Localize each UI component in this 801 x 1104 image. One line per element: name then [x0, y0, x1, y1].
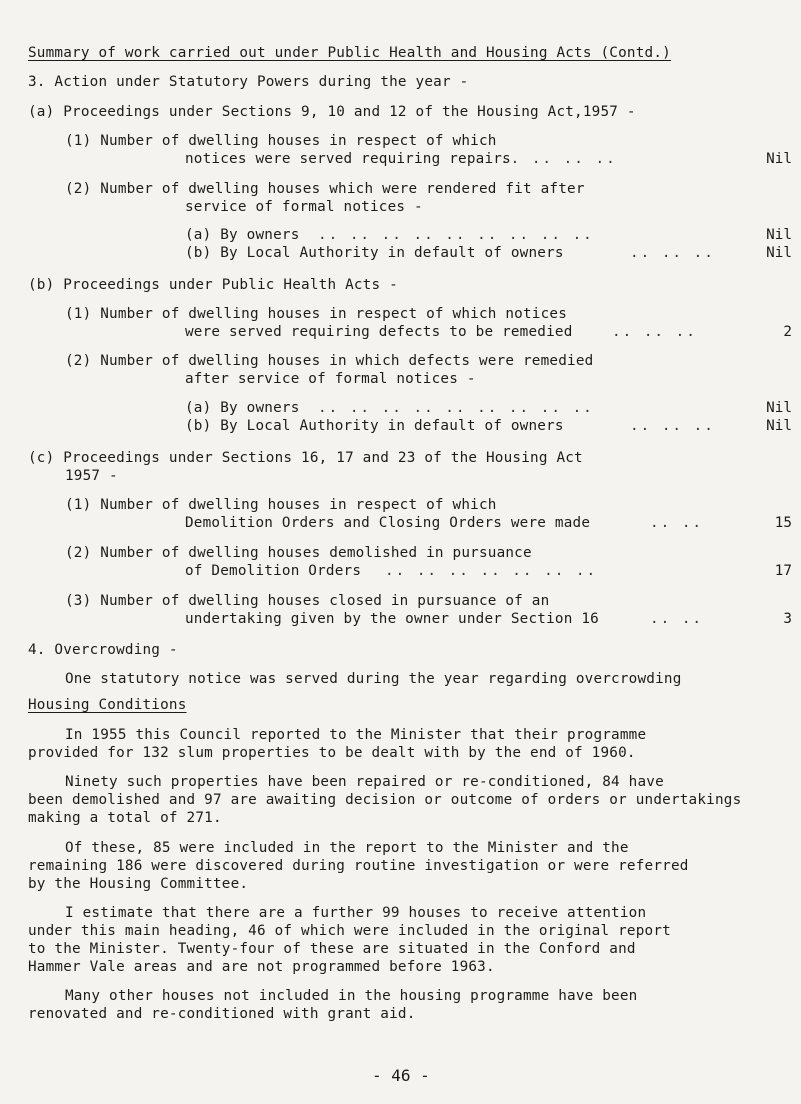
- item-3b2b-value: Nil: [766, 418, 792, 434]
- item-3a2b-label: (b) By Local Authority in default of owners: [185, 245, 564, 261]
- item-3b1-label-cont: were served requiring defects to be remedied: [185, 324, 573, 340]
- leader-dots: .. .. ..: [630, 245, 715, 261]
- item-3c1-label-cont: Demolition Orders and Closing Orders were made: [185, 515, 591, 531]
- paragraph-line: been demolished and 97 are awaiting decision or outcome of orders or undertakings: [28, 792, 742, 808]
- paragraph-line: to the Minister. Twenty-four of these are situated in the Conford and: [28, 941, 636, 957]
- item-3c3-value: 3: [783, 611, 792, 627]
- paragraph-line: remaining 186 were discovered during routine investigation or were referred: [28, 858, 689, 874]
- item-3b2b-label: (b) By Local Authority in default of owners: [185, 418, 564, 434]
- leader-dots: .. .. .. .. .. .. .. .. ..: [318, 400, 594, 416]
- paragraph-line: Many other houses not included in the housing programme have been: [65, 988, 638, 1004]
- paragraph-line: making a total of 271.: [28, 810, 222, 826]
- leader-dots: .. .. .. .. .. .. ..: [385, 563, 598, 579]
- item-3b2-label: (2) Number of dwelling houses in which defects were remedied: [65, 353, 594, 369]
- leader-dots: .. .. ..: [612, 324, 697, 340]
- paragraph-line: under this main heading, 46 of which were included in the original report: [28, 923, 671, 939]
- page-number: - 46 -: [372, 1066, 430, 1085]
- section-4-text: One statutory notice was served during the year regarding overcrowding: [65, 671, 682, 687]
- paragraph-line: Hammer Vale areas and are not programmed before 1963.: [28, 959, 495, 975]
- leader-dots: .. .. ..: [630, 418, 715, 434]
- leader-dots: .. .. .. .. .. .. .. .. ..: [318, 227, 594, 243]
- section-3-heading: 3. Action under Statutory Powers during the year -: [28, 74, 469, 90]
- item-3c1-value: 15: [774, 515, 792, 531]
- item-3a2a-value: Nil: [766, 227, 792, 243]
- housing-heading: Housing Conditions: [28, 697, 187, 713]
- paragraph-line: by the Housing Committee.: [28, 876, 249, 892]
- item-3c2-label-cont: of Demolition Orders: [185, 563, 362, 579]
- page-header: Summary of work carried out under Public Health and Housing Acts (Contd.): [28, 45, 671, 61]
- section-3c-heading-cont: 1957 -: [65, 468, 118, 484]
- item-3b1-label: (1) Number of dwelling houses in respect of which notices: [65, 306, 568, 322]
- paragraph-line: provided for 132 slum properties to be dealt with by the end of 1960.: [28, 745, 636, 761]
- item-3b1-value: 2: [783, 324, 792, 340]
- leader-dots: .. ..: [650, 611, 704, 627]
- item-3c3-label: (3) Number of dwelling houses closed in pursuance of an: [65, 593, 550, 609]
- paragraph-line: Ninety such properties have been repaired or re-conditioned, 84 have: [65, 774, 664, 790]
- paragraph-line: I estimate that there are a further 99 houses to receive attention: [65, 905, 647, 921]
- item-3a2-label: (2) Number of dwelling houses which were rendered fit after: [65, 181, 585, 197]
- item-3c1-label: (1) Number of dwelling houses in respect of which: [65, 497, 497, 513]
- item-3a1-label: (1) Number of dwelling houses in respect of which: [65, 133, 497, 149]
- item-3a2-label-cont: service of formal notices -: [185, 199, 423, 215]
- item-3a2b-value: Nil: [766, 245, 792, 261]
- leader-dots: .. .. .. ..: [500, 151, 617, 167]
- section-4-heading: 4. Overcrowding -: [28, 642, 178, 658]
- section-3c-heading: (c) Proceedings under Sections 16, 17 and 23 of the Housing Act: [28, 450, 583, 466]
- item-3a2a-label: (a) By owners: [185, 227, 300, 243]
- item-3c2-value: 17: [774, 563, 792, 579]
- paragraph-line: In 1955 this Council reported to the Minister that their programme: [65, 727, 647, 743]
- item-3b2-label-cont: after service of formal notices -: [185, 371, 476, 387]
- paragraph-line: Of these, 85 were included in the report to the Minister and the: [65, 840, 629, 856]
- item-3c3-label-cont: undertaking given by the owner under Section 16: [185, 611, 599, 627]
- item-3b2a-label: (a) By owners: [185, 400, 300, 416]
- section-3a-heading: (a) Proceedings under Sections 9, 10 and 12 of the Housing Act,1957 -: [28, 104, 636, 120]
- leader-dots: .. ..: [650, 515, 704, 531]
- item-3b2a-value: Nil: [766, 400, 792, 416]
- item-3a1-value: Nil: [766, 151, 792, 167]
- section-3b-heading: (b) Proceedings under Public Health Acts -: [28, 277, 398, 293]
- item-3c2-label: (2) Number of dwelling houses demolished in pursuance: [65, 545, 532, 561]
- paragraph-line: renovated and re-conditioned with grant aid.: [28, 1006, 416, 1022]
- item-3a1-label-cont: notices were served requiring repairs: [185, 151, 511, 167]
